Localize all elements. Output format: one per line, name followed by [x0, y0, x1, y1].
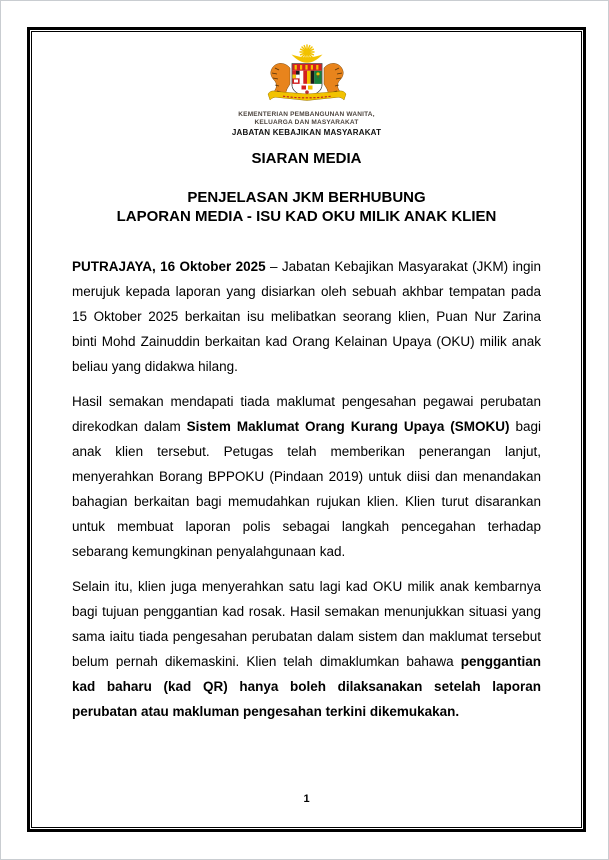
paragraph — [72, 574, 541, 724]
page-number: 1 — [303, 793, 310, 805]
text-run: Hasil semakan mendapati tiada maklumat pengesahan pegawai perubatan direkodkan dalam — [72, 394, 541, 434]
body-text — [72, 254, 541, 724]
document-type-heading: SIARAN MEDIA — [251, 150, 362, 167]
text-run: bagi anak klien tersebut. Petugas telah memberikan penerangan lanjut, menyerahkan Borang BPPOKU (Pindaan 2019) untuk diisi dan menandakan bahagian berkaitan bagi memudahkan rujukan klien. Klien turut disarankan untuk membuat laporan polis sebagai langkah pencegahan terhadap sebarang kemungkinan penyalahgunaan kad. — [72, 419, 541, 559]
malaysia-coat-of-arms-icon — [257, 44, 357, 108]
bold-text-run: penggantian kad baharu (kad QR) hanya boleh dilaksanakan setelah laporan perubatan atau makluman pengesahan terkini dikemukakan. — [72, 654, 541, 719]
page-border-inner — [31, 31, 582, 828]
ministry-name-line2: KELUARGA DAN MASYARAKAT — [254, 118, 359, 126]
letterhead — [72, 44, 541, 138]
text-run: – Jabatan Kebajikan Masyarakat (JKM) ingin merujuk kepada laporan yang disiarkan oleh sebuah akhbar tempatan pada 15 Oktober 2025 berkaitan isu melibatkan seorang klien, Puan Nur Zarina binti Mohd Zainuddin berkaitan kad Orang Kelainan Upaya (OKU) milik anak beliau yang didakwa hilang. — [72, 259, 541, 374]
document-title — [72, 188, 541, 226]
page-border — [27, 27, 586, 832]
paragraph — [72, 254, 541, 379]
ministry-name-line1: KEMENTERIAN PEMBANGUNAN WANITA, — [238, 111, 375, 118]
document-title-line1: PENJELASAN JKM BERHUBUNG — [187, 189, 426, 206]
text-run: Selain itu, klien juga menyerahkan satu lagi kad OKU milik anak kembarnya bagi tujuan penggantian kad rosak. Hasil semakan menunjukkan situasi yang sama iaitu tiada pengesahan perubatan dalam sistem dan maklumat tersebut belum pernah dikemaskini. Klien telah dimaklumkan bahawa — [72, 579, 541, 669]
paragraph — [72, 389, 541, 564]
document-title-line2: LAPORAN MEDIA - ISU KAD OKU MILIK ANAK KLIEN — [116, 208, 497, 225]
department-name: JABATAN KEBAJIKAN MASYARAKAT — [231, 128, 382, 137]
ministry-name — [72, 111, 541, 126]
bold-text-run: PUTRAJAYA, 16 Oktober 2025 — [72, 259, 266, 274]
bold-text-run: Sistem Maklumat Orang Kurang Upaya (SMOKU) — [186, 419, 510, 434]
